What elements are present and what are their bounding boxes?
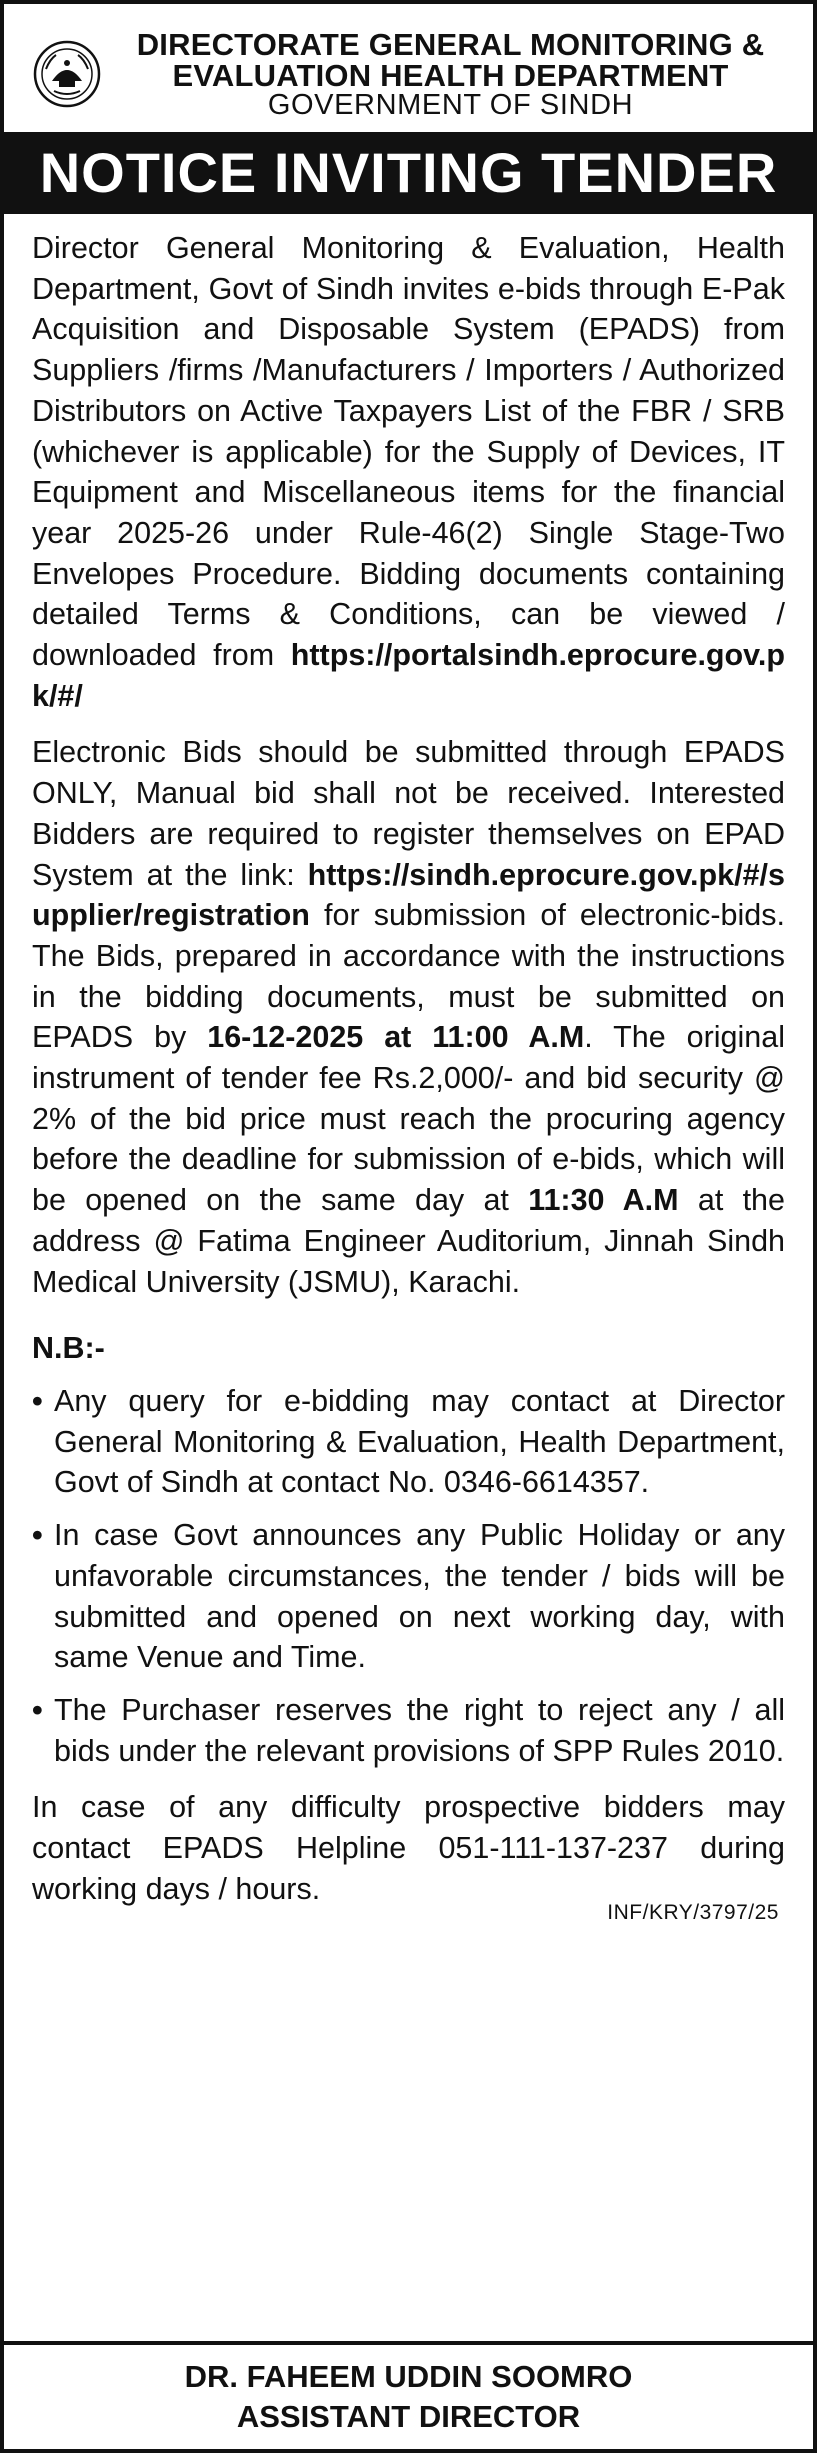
org-line-1: DIRECTORATE GENERAL MONITORING & [136,26,765,62]
registration-link[interactable]: https://sindh.eprocure.gov.pk/#/supplier/registration [32,857,785,933]
notice-body [32,228,785,1909]
deadline-time: 11:00 A.M [432,1020,585,1055]
organization-name [116,26,785,121]
intro-text: Director General Monitoring & Evaluation, Health Department, Govt of Sindh invites e-bids through E-Pak Acquisition and Disposable System (EPADS) from Suppliers /firms /Manufacturers / Importers / Authorized Distributors on Active Taxpayers List of the FBR / SRB (whichever is applicable) for the Supply of Devices, IT Equipment and Miscellaneous items for the financial year 2025-26 under Rule-46(2) Single Stage-Two Envelopes Procedure. Bidding documents containing detailed Terms & Conditions, can be viewed / downloaded from [32,231,785,673]
reference-number: INF/KRY/3797/25 [607,1901,779,1925]
notice-title: NOTICE INVITING TENDER [4,132,813,214]
bullet-text: Any query for e-bidding may contact at Director General Monitoring & Evaluation, Health Department, Govt of Sindh at contact No. 0346-6614357. [54,1383,785,1500]
signatory-name: DR. FAHEEM UDDIN SOOMRO [184,2359,633,2394]
signatory-designation: ASSISTANT DIRECTOR [236,2399,581,2434]
org-line-3: GOVERNMENT OF SINDH [267,88,634,121]
list-item [32,1381,785,1503]
submission-text-1: Electronic Bids should be submitted through EPADS ONLY, Manual bid shall not be received. Interested Bidders are required to register themselves on EPAD System at the link: [32,735,785,892]
portal-link[interactable]: https://portalsindh.eprocure.gov.pk/#/ [32,638,785,713]
submission-paragraph [32,732,785,1302]
signatory-block [4,2341,813,2449]
opening-time: 11:30 A.M [528,1183,679,1218]
bullet-icon: • [32,1692,43,1727]
list-item [32,1515,785,1678]
helpline-paragraph: In case of any difficulty prospective bidders may contact EPADS Helpline 051-111-137-237 during working days / hours. [32,1790,785,1906]
list-item [32,1690,785,1771]
intro-paragraph [32,228,785,716]
deadline-date: 16-12-2025 [207,1020,364,1055]
submission-text-4: at the address @ Fatima Engineer Auditorium, Jinnah Sindh Medical University (JSMU), Karachi. [32,1183,785,1299]
submission-text-2: for submission of electronic-bids. The Bids, prepared in accordance with the instructions in the bidding documents, must be submitted on EPADS by [32,898,785,1055]
notice-header [32,22,785,126]
bullet-icon: • [32,1518,43,1553]
government-seal-icon [32,39,102,109]
deadline-at: at [384,1020,412,1055]
org-line-2: EVALUATION HEALTH DEPARTMENT [172,57,729,93]
bullet-text: In case Govt announces any Public Holiday or any unfavorable circumstances, the tender / bids will be submitted and opened on next working day, with same Venue and Time. [54,1518,785,1675]
bullet-text: The Purchaser reserves the right to reject any / all bids under the relevant provisions of SPP Rules 2010. [54,1692,785,1768]
bullet-icon: • [32,1383,43,1418]
nb-label: N.B:- [32,1331,105,1366]
submission-text-3: . The original instrument of tender fee Rs.2,000/- and bid security @ 2% of the bid price must reach the procuring agency before the deadline for submission of e-bids, which will be opened on the same day at [32,1020,785,1218]
